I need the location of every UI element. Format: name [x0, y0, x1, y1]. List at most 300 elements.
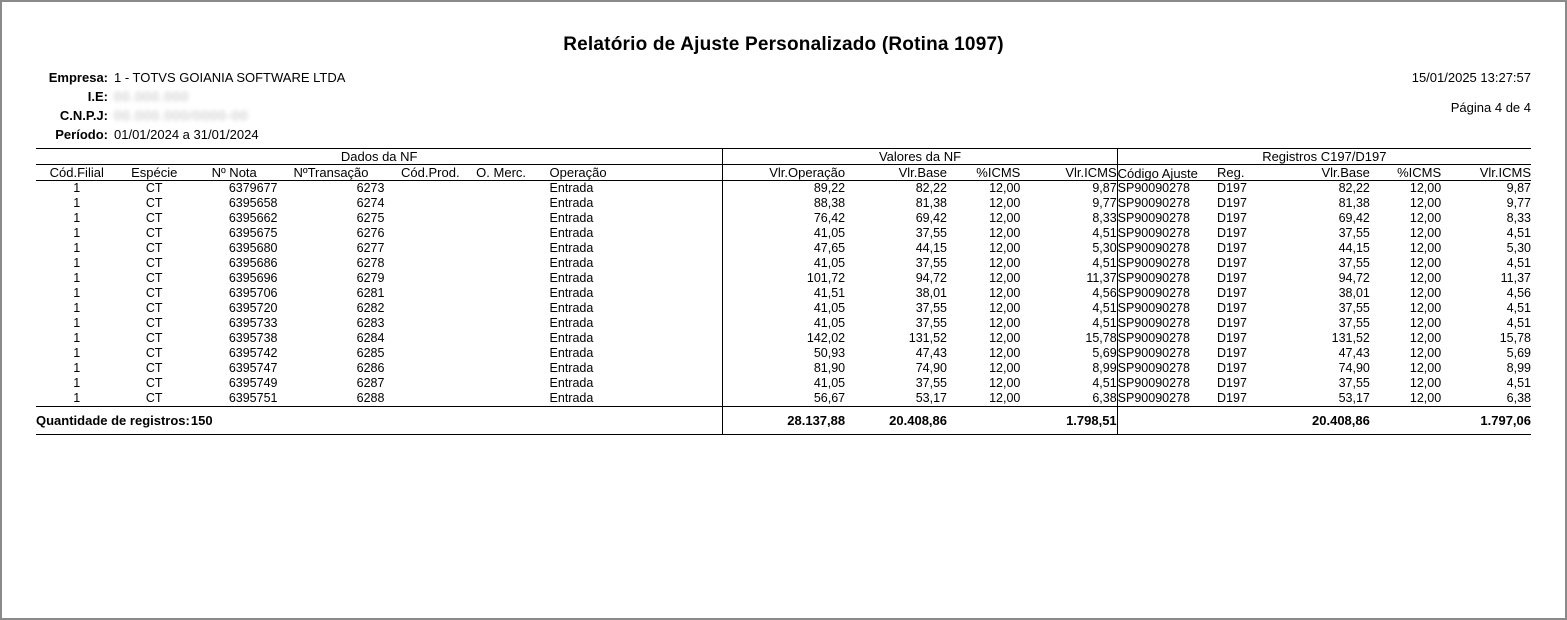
- cell-n-transacao: 6286: [356, 361, 385, 375]
- cnpj-row: [36, 108, 1531, 127]
- cell-o-merc: [476, 211, 549, 226]
- cell-reg-vlr-base: 69,42: [1338, 211, 1370, 225]
- totals-reg-vlr-icms: 1.797,06: [1441, 407, 1531, 435]
- cell-codigo-ajuste: SP90090278: [1117, 241, 1190, 255]
- cell-reg-vlr-base: 74,90: [1338, 361, 1370, 375]
- cell-reg-icms-pct: 12,00: [1409, 361, 1442, 375]
- cell-vlr-operacao: 50,93: [723, 346, 845, 361]
- col-operacao: Operação: [550, 165, 723, 181]
- cell-o-merc: [476, 301, 549, 316]
- cell-reg: D197: [1217, 391, 1247, 405]
- cell-o-merc: [476, 241, 549, 256]
- col-vlr-base: Vlr.Base: [845, 165, 947, 181]
- cell-n-transacao: 6274: [356, 196, 385, 210]
- cell-vlr-operacao: 88,38: [723, 196, 845, 211]
- page-title: Relatório de Ajuste Personalizado (Rotina 1097): [563, 34, 1004, 55]
- col-cod-filial: Cód.Filial: [36, 165, 118, 181]
- cell-o-merc: [476, 196, 549, 211]
- cell-n-transacao: 6277: [356, 241, 385, 255]
- cell-cod-filial: 1: [73, 376, 81, 390]
- cell-codigo-ajuste: SP90090278: [1117, 271, 1190, 285]
- totals-reg-vlr-base: 20.408,86: [1268, 407, 1370, 435]
- cell-especie: CT: [145, 286, 163, 300]
- cell-cod-filial: 1: [73, 211, 81, 225]
- cell-vlr-icms: 8,99: [1020, 361, 1117, 376]
- cell-n-nota: 6395751: [228, 391, 278, 405]
- cell-n-transacao: 6283: [356, 316, 385, 330]
- report-header-meta: [36, 70, 1531, 148]
- cell-vlr-base: 37,55: [915, 376, 947, 390]
- cell-vlr-base: 94,72: [915, 271, 947, 285]
- cell-especie: CT: [145, 241, 163, 255]
- cell-reg: D197: [1217, 211, 1247, 225]
- cell-operacao: Entrada: [549, 376, 594, 390]
- col-reg-icms-pct: %ICMS: [1370, 165, 1441, 181]
- cell-reg-vlr-icms: 11,37: [1500, 271, 1531, 285]
- col-icms-pct: %ICMS: [947, 165, 1020, 181]
- table-row: [36, 391, 1531, 407]
- cell-reg-vlr-base: 82,22: [1338, 181, 1370, 195]
- totals-count: 150: [191, 407, 723, 435]
- cell-cod-prod: [384, 196, 476, 211]
- cell-n-transacao: 6279: [356, 271, 385, 285]
- cell-icms-pct: 12,00: [989, 346, 1021, 360]
- cell-o-merc: [476, 286, 549, 301]
- totals-icms-pct: [947, 407, 1020, 435]
- cell-vlr-operacao: 76,42: [723, 211, 845, 226]
- cell-reg-vlr-icms: 4,51: [1506, 376, 1531, 390]
- cell-n-nota: 6395696: [228, 271, 278, 285]
- cell-vlr-base: 74,90: [915, 361, 947, 375]
- table-row: [36, 211, 1531, 226]
- group-valores-nf: Valores da NF: [723, 149, 1117, 165]
- cell-vlr-operacao: 41,05: [723, 226, 845, 241]
- cell-codigo-ajuste: SP90090278: [1117, 256, 1190, 270]
- cell-vlr-icms: 5,30: [1020, 241, 1117, 256]
- col-vlr-icms: Vlr.ICMS: [1020, 165, 1117, 181]
- cnpj-label: C.N.P.J:: [59, 108, 108, 123]
- report-body: [2, 2, 1565, 435]
- cell-reg-icms-pct: 12,00: [1409, 391, 1442, 405]
- cell-reg: D197: [1217, 331, 1247, 345]
- cell-vlr-operacao: 81,90: [723, 361, 845, 376]
- cell-icms-pct: 12,00: [989, 361, 1021, 375]
- cell-cod-filial: 1: [73, 196, 81, 210]
- cell-vlr-base: 44,15: [915, 241, 947, 255]
- cell-codigo-ajuste: SP90090278: [1117, 226, 1190, 240]
- cell-operacao: Entrada: [549, 301, 594, 315]
- cell-vlr-icms: 4,51: [1020, 301, 1117, 316]
- cell-operacao: Entrada: [549, 391, 594, 405]
- cell-reg-vlr-base: 37,55: [1338, 256, 1370, 270]
- cell-vlr-operacao: 41,05: [723, 301, 845, 316]
- cell-operacao: Entrada: [549, 331, 594, 345]
- cell-n-nota: 6395720: [228, 301, 278, 315]
- totals-vlr-base: 20.408,86: [845, 407, 947, 435]
- cell-vlr-icms: 4,56: [1020, 286, 1117, 301]
- totals-blank-codigo: [1117, 407, 1217, 435]
- report-header-right: [1412, 70, 1531, 122]
- cell-o-merc: [476, 226, 549, 241]
- cell-icms-pct: 12,00: [989, 271, 1021, 285]
- cell-reg-vlr-icms: 8,99: [1506, 361, 1531, 375]
- table-row: [36, 286, 1531, 301]
- cell-vlr-icms: 9,87: [1020, 181, 1117, 197]
- cell-o-merc: [476, 316, 549, 331]
- cell-n-transacao: 6278: [356, 256, 385, 270]
- cell-vlr-icms: 6,38: [1020, 391, 1117, 407]
- table-row: [36, 346, 1531, 361]
- cell-reg-vlr-icms: 9,87: [1506, 181, 1531, 195]
- cell-n-nota: 6395686: [228, 256, 278, 270]
- cell-reg: D197: [1217, 301, 1247, 315]
- table-row: [36, 226, 1531, 241]
- cell-reg-vlr-icms: 6,38: [1506, 391, 1531, 405]
- report-datetime: 15/01/2025 13:27:57: [1411, 70, 1531, 85]
- cell-cod-prod: [384, 181, 476, 197]
- cell-n-transacao: 6281: [356, 286, 385, 300]
- cell-cod-filial: 1: [73, 256, 81, 270]
- cell-icms-pct: 12,00: [989, 391, 1021, 405]
- cell-icms-pct: 12,00: [989, 316, 1021, 330]
- cell-especie: CT: [145, 346, 163, 360]
- cell-cod-prod: [384, 211, 476, 226]
- cell-reg: D197: [1217, 196, 1247, 210]
- cell-especie: CT: [145, 196, 163, 210]
- table-row: [36, 301, 1531, 316]
- cell-icms-pct: 12,00: [989, 301, 1021, 315]
- cell-n-nota: 6395738: [228, 331, 278, 345]
- cell-vlr-base: 37,55: [915, 256, 947, 270]
- cell-reg-vlr-icms: 4,51: [1506, 226, 1531, 240]
- cell-icms-pct: 12,00: [989, 241, 1021, 255]
- cell-reg-vlr-base: 38,01: [1338, 286, 1370, 300]
- cell-vlr-operacao: 41,05: [723, 376, 845, 391]
- empresa-value: 1 - TOTVS GOIANIA SOFTWARE LTDA: [114, 70, 346, 85]
- cell-vlr-icms: 11,37: [1020, 271, 1117, 286]
- cell-reg: D197: [1217, 241, 1247, 255]
- col-reg-vlr-icms: Vlr.ICMS: [1441, 165, 1531, 181]
- cell-n-nota: 6395733: [228, 316, 278, 330]
- cell-codigo-ajuste: SP90090278: [1117, 211, 1190, 225]
- cell-reg-vlr-base: 47,43: [1338, 346, 1370, 360]
- cell-especie: CT: [145, 226, 163, 240]
- cell-reg: D197: [1217, 256, 1247, 270]
- cell-vlr-icms: 5,69: [1020, 346, 1117, 361]
- cell-vlr-base: 53,17: [915, 391, 947, 405]
- cell-reg-icms-pct: 12,00: [1409, 256, 1442, 270]
- totals-reg-icms-pct: [1370, 407, 1441, 435]
- cell-reg: D197: [1217, 226, 1247, 240]
- cell-n-transacao: 6276: [356, 226, 385, 240]
- cell-cod-prod: [384, 301, 476, 316]
- cell-icms-pct: 12,00: [989, 196, 1021, 210]
- table-row: [36, 361, 1531, 376]
- col-n-nota: Nº Nota: [191, 165, 278, 181]
- table-row: [36, 316, 1531, 331]
- cell-vlr-operacao: 142,02: [723, 331, 845, 346]
- periodo-label: Período:: [55, 127, 108, 142]
- cell-vlr-base: 38,01: [915, 286, 947, 300]
- cell-cod-prod: [384, 361, 476, 376]
- cell-cod-prod: [384, 316, 476, 331]
- cell-reg-vlr-icms: 4,51: [1506, 316, 1531, 330]
- cell-operacao: Entrada: [549, 286, 594, 300]
- cell-reg-vlr-base: 131,52: [1331, 331, 1370, 345]
- cell-vlr-icms: 8,33: [1020, 211, 1117, 226]
- cell-reg: D197: [1217, 376, 1247, 390]
- empresa-row: [36, 70, 1531, 89]
- cell-operacao: Entrada: [549, 346, 594, 360]
- cell-cod-filial: 1: [73, 241, 81, 255]
- cell-codigo-ajuste: SP90090278: [1117, 361, 1190, 375]
- totals-label: Quantidade de registros:: [36, 407, 191, 435]
- cell-vlr-base: 82,22: [915, 181, 947, 195]
- cell-cod-prod: [384, 391, 476, 407]
- cell-icms-pct: 12,00: [989, 376, 1021, 390]
- cell-n-nota: 6395742: [228, 346, 278, 360]
- cell-cod-filial: 1: [73, 271, 81, 285]
- group-dados-nf: Dados da NF: [36, 149, 723, 165]
- cell-vlr-base: 131,52: [908, 331, 947, 345]
- cell-cod-prod: [384, 346, 476, 361]
- cell-especie: CT: [145, 256, 163, 270]
- cell-codigo-ajuste: SP90090278: [1117, 301, 1190, 315]
- ie-label: I.E:: [87, 89, 108, 104]
- cell-cod-prod: [384, 256, 476, 271]
- cell-n-nota: 6395749: [228, 376, 278, 390]
- cell-o-merc: [476, 391, 549, 407]
- cell-reg-vlr-base: 53,17: [1338, 391, 1370, 405]
- col-reg: Reg.: [1217, 165, 1268, 181]
- cell-n-transacao: 6285: [356, 346, 385, 360]
- report-table-body: [36, 181, 1531, 407]
- cell-icms-pct: 12,00: [989, 256, 1021, 270]
- cell-operacao: Entrada: [549, 256, 594, 270]
- cell-n-transacao: 6273: [356, 181, 385, 195]
- cell-vlr-base: 37,55: [915, 316, 947, 330]
- col-cod-prod: Cód.Prod.: [384, 165, 476, 181]
- cell-vlr-icms: 4,51: [1020, 376, 1117, 391]
- cell-n-nota: 6395747: [228, 361, 278, 375]
- periodo-row: [36, 127, 1531, 146]
- cell-icms-pct: 12,00: [989, 181, 1021, 195]
- cell-vlr-icms: 4,51: [1020, 316, 1117, 331]
- cell-vlr-base: 81,38: [915, 196, 947, 210]
- cell-operacao: Entrada: [549, 226, 594, 240]
- cell-codigo-ajuste: SP90090278: [1117, 181, 1190, 195]
- cell-reg-vlr-base: 37,55: [1338, 226, 1370, 240]
- cell-reg-icms-pct: 12,00: [1409, 271, 1442, 285]
- cell-n-nota: 6379677: [228, 181, 278, 195]
- column-header-row: [36, 165, 1531, 181]
- cell-reg-icms-pct: 12,00: [1409, 181, 1442, 195]
- cell-codigo-ajuste: SP90090278: [1117, 331, 1190, 345]
- cell-n-nota: 6395680: [228, 241, 278, 255]
- table-row: [36, 196, 1531, 211]
- totals-vlr-operacao: 28.137,88: [723, 407, 845, 435]
- cnpj-value: 00.000.000/0000-00: [114, 108, 249, 123]
- cell-codigo-ajuste: SP90090278: [1117, 376, 1190, 390]
- cell-codigo-ajuste: SP90090278: [1117, 316, 1190, 330]
- cell-o-merc: [476, 361, 549, 376]
- table-row: [36, 331, 1531, 346]
- cell-especie: CT: [145, 391, 163, 405]
- cell-cod-prod: [384, 331, 476, 346]
- cell-vlr-icms: 4,51: [1020, 256, 1117, 271]
- report-page-info: Página 4 de 4: [1450, 100, 1531, 115]
- cell-icms-pct: 12,00: [989, 286, 1021, 300]
- cell-o-merc: [476, 331, 549, 346]
- cell-reg-vlr-icms: 8,33: [1506, 211, 1531, 225]
- cell-reg-icms-pct: 12,00: [1409, 241, 1442, 255]
- cell-cod-filial: 1: [73, 301, 81, 315]
- group-header-row: [36, 149, 1531, 165]
- col-o-merc: O. Merc.: [476, 165, 549, 181]
- cell-cod-filial: 1: [73, 226, 81, 240]
- totals-vlr-icms: 1.798,51: [1020, 407, 1117, 435]
- cell-operacao: Entrada: [549, 181, 594, 195]
- cell-vlr-base: 37,55: [915, 301, 947, 315]
- cell-cod-filial: 1: [73, 316, 81, 330]
- cell-especie: CT: [145, 271, 163, 285]
- col-vlr-operacao: Vlr.Operação: [723, 165, 845, 181]
- cell-reg: D197: [1217, 286, 1247, 300]
- cell-operacao: Entrada: [549, 316, 594, 330]
- cell-n-nota: 6395662: [228, 211, 278, 225]
- cell-especie: CT: [145, 331, 163, 345]
- periodo-value: 01/01/2024 a 31/01/2024: [114, 127, 259, 142]
- cell-n-nota: 6395706: [228, 286, 278, 300]
- table-row: [36, 256, 1531, 271]
- cell-cod-filial: 1: [73, 181, 81, 195]
- cell-reg-vlr-base: 37,55: [1338, 301, 1370, 315]
- cell-cod-prod: [384, 271, 476, 286]
- cell-cod-filial: 1: [73, 391, 81, 405]
- cell-codigo-ajuste: SP90090278: [1117, 391, 1190, 405]
- cell-reg-vlr-icms: 15,78: [1499, 331, 1531, 345]
- cell-vlr-operacao: 41,05: [723, 256, 845, 271]
- col-reg-vlr-base: Vlr.Base: [1268, 165, 1370, 181]
- cell-n-transacao: 6287: [356, 376, 385, 390]
- cell-operacao: Entrada: [549, 211, 594, 225]
- cell-reg-icms-pct: 12,00: [1409, 226, 1442, 240]
- totals-blank-reg: [1217, 407, 1268, 435]
- cell-operacao: Entrada: [549, 271, 594, 285]
- cell-icms-pct: 12,00: [989, 211, 1021, 225]
- cell-n-nota: 6395675: [228, 226, 278, 240]
- table-row: [36, 241, 1531, 256]
- cell-n-transacao: 6282: [356, 301, 385, 315]
- cell-reg-icms-pct: 12,00: [1409, 196, 1442, 210]
- cell-operacao: Entrada: [549, 196, 594, 210]
- cell-vlr-operacao: 41,05: [723, 316, 845, 331]
- cell-operacao: Entrada: [549, 361, 594, 375]
- col-n-transacao: NºTransação: [277, 165, 384, 181]
- cell-cod-filial: 1: [73, 346, 81, 360]
- cell-o-merc: [476, 346, 549, 361]
- cell-reg: D197: [1217, 271, 1247, 285]
- cell-reg-vlr-icms: 4,51: [1506, 256, 1531, 270]
- cell-vlr-icms: 9,77: [1020, 196, 1117, 211]
- cell-codigo-ajuste: SP90090278: [1117, 346, 1190, 360]
- cell-cod-filial: 1: [73, 331, 81, 345]
- cell-reg-vlr-icms: 5,30: [1506, 241, 1531, 255]
- cell-vlr-operacao: 47,65: [723, 241, 845, 256]
- cell-especie: CT: [145, 361, 163, 375]
- cell-reg: D197: [1217, 361, 1247, 375]
- cell-reg-icms-pct: 12,00: [1409, 286, 1442, 300]
- table-row: [36, 271, 1531, 286]
- cell-reg-icms-pct: 12,00: [1409, 211, 1442, 225]
- cell-reg: D197: [1217, 316, 1247, 330]
- ie-value: 00.000.000: [114, 89, 190, 104]
- cell-reg-vlr-base: 37,55: [1338, 316, 1370, 330]
- cell-especie: CT: [145, 181, 163, 195]
- cell-o-merc: [476, 181, 549, 197]
- cell-especie: CT: [145, 316, 163, 330]
- table-row: [36, 376, 1531, 391]
- cell-vlr-operacao: 89,22: [723, 181, 845, 197]
- cell-vlr-base: 69,42: [915, 211, 947, 225]
- cell-vlr-operacao: 41,51: [723, 286, 845, 301]
- col-codigo-ajuste: Código Ajuste: [1117, 165, 1217, 181]
- col-especie: Espécie: [118, 165, 191, 181]
- cell-vlr-operacao: 56,67: [723, 391, 845, 407]
- totals-row: [36, 407, 1531, 435]
- cell-codigo-ajuste: SP90090278: [1117, 196, 1190, 210]
- cell-n-transacao: 6288: [356, 391, 385, 405]
- cell-reg-vlr-icms: 9,77: [1506, 196, 1531, 210]
- cell-reg-vlr-base: 44,15: [1338, 241, 1370, 255]
- cell-vlr-icms: 15,78: [1020, 331, 1117, 346]
- cell-reg-vlr-base: 37,55: [1338, 376, 1370, 390]
- cell-codigo-ajuste: SP90090278: [1117, 286, 1190, 300]
- cell-reg: D197: [1217, 181, 1247, 195]
- ie-row: [36, 89, 1531, 108]
- cell-reg-icms-pct: 12,00: [1409, 376, 1442, 390]
- cell-especie: CT: [145, 376, 163, 390]
- cell-reg-vlr-base: 94,72: [1338, 271, 1370, 285]
- cell-reg-icms-pct: 12,00: [1409, 346, 1442, 360]
- cell-cod-prod: [384, 286, 476, 301]
- table-row: [36, 181, 1531, 197]
- cell-reg: D197: [1217, 346, 1247, 360]
- cell-reg-vlr-icms: 4,56: [1506, 286, 1531, 300]
- cell-vlr-operacao: 101,72: [723, 271, 845, 286]
- footer-rule: [36, 434, 1531, 435]
- cell-n-transacao: 6284: [356, 331, 385, 345]
- cell-o-merc: [476, 271, 549, 286]
- cell-vlr-base: 37,55: [915, 226, 947, 240]
- cell-n-nota: 6395658: [228, 196, 278, 210]
- cell-operacao: Entrada: [549, 241, 594, 255]
- cell-reg-icms-pct: 12,00: [1409, 316, 1442, 330]
- cell-especie: CT: [145, 301, 163, 315]
- cell-n-transacao: 6275: [356, 211, 385, 225]
- cell-o-merc: [476, 256, 549, 271]
- cell-reg-vlr-icms: 5,69: [1506, 346, 1531, 360]
- cell-especie: CT: [145, 211, 163, 225]
- empresa-label: Empresa:: [48, 70, 108, 85]
- cell-vlr-base: 47,43: [915, 346, 947, 360]
- cell-cod-filial: 1: [73, 286, 81, 300]
- cell-reg-vlr-base: 81,38: [1338, 196, 1370, 210]
- cell-cod-prod: [384, 376, 476, 391]
- cell-o-merc: [476, 376, 549, 391]
- cell-reg-icms-pct: 12,00: [1409, 331, 1442, 345]
- cell-icms-pct: 12,00: [989, 331, 1021, 345]
